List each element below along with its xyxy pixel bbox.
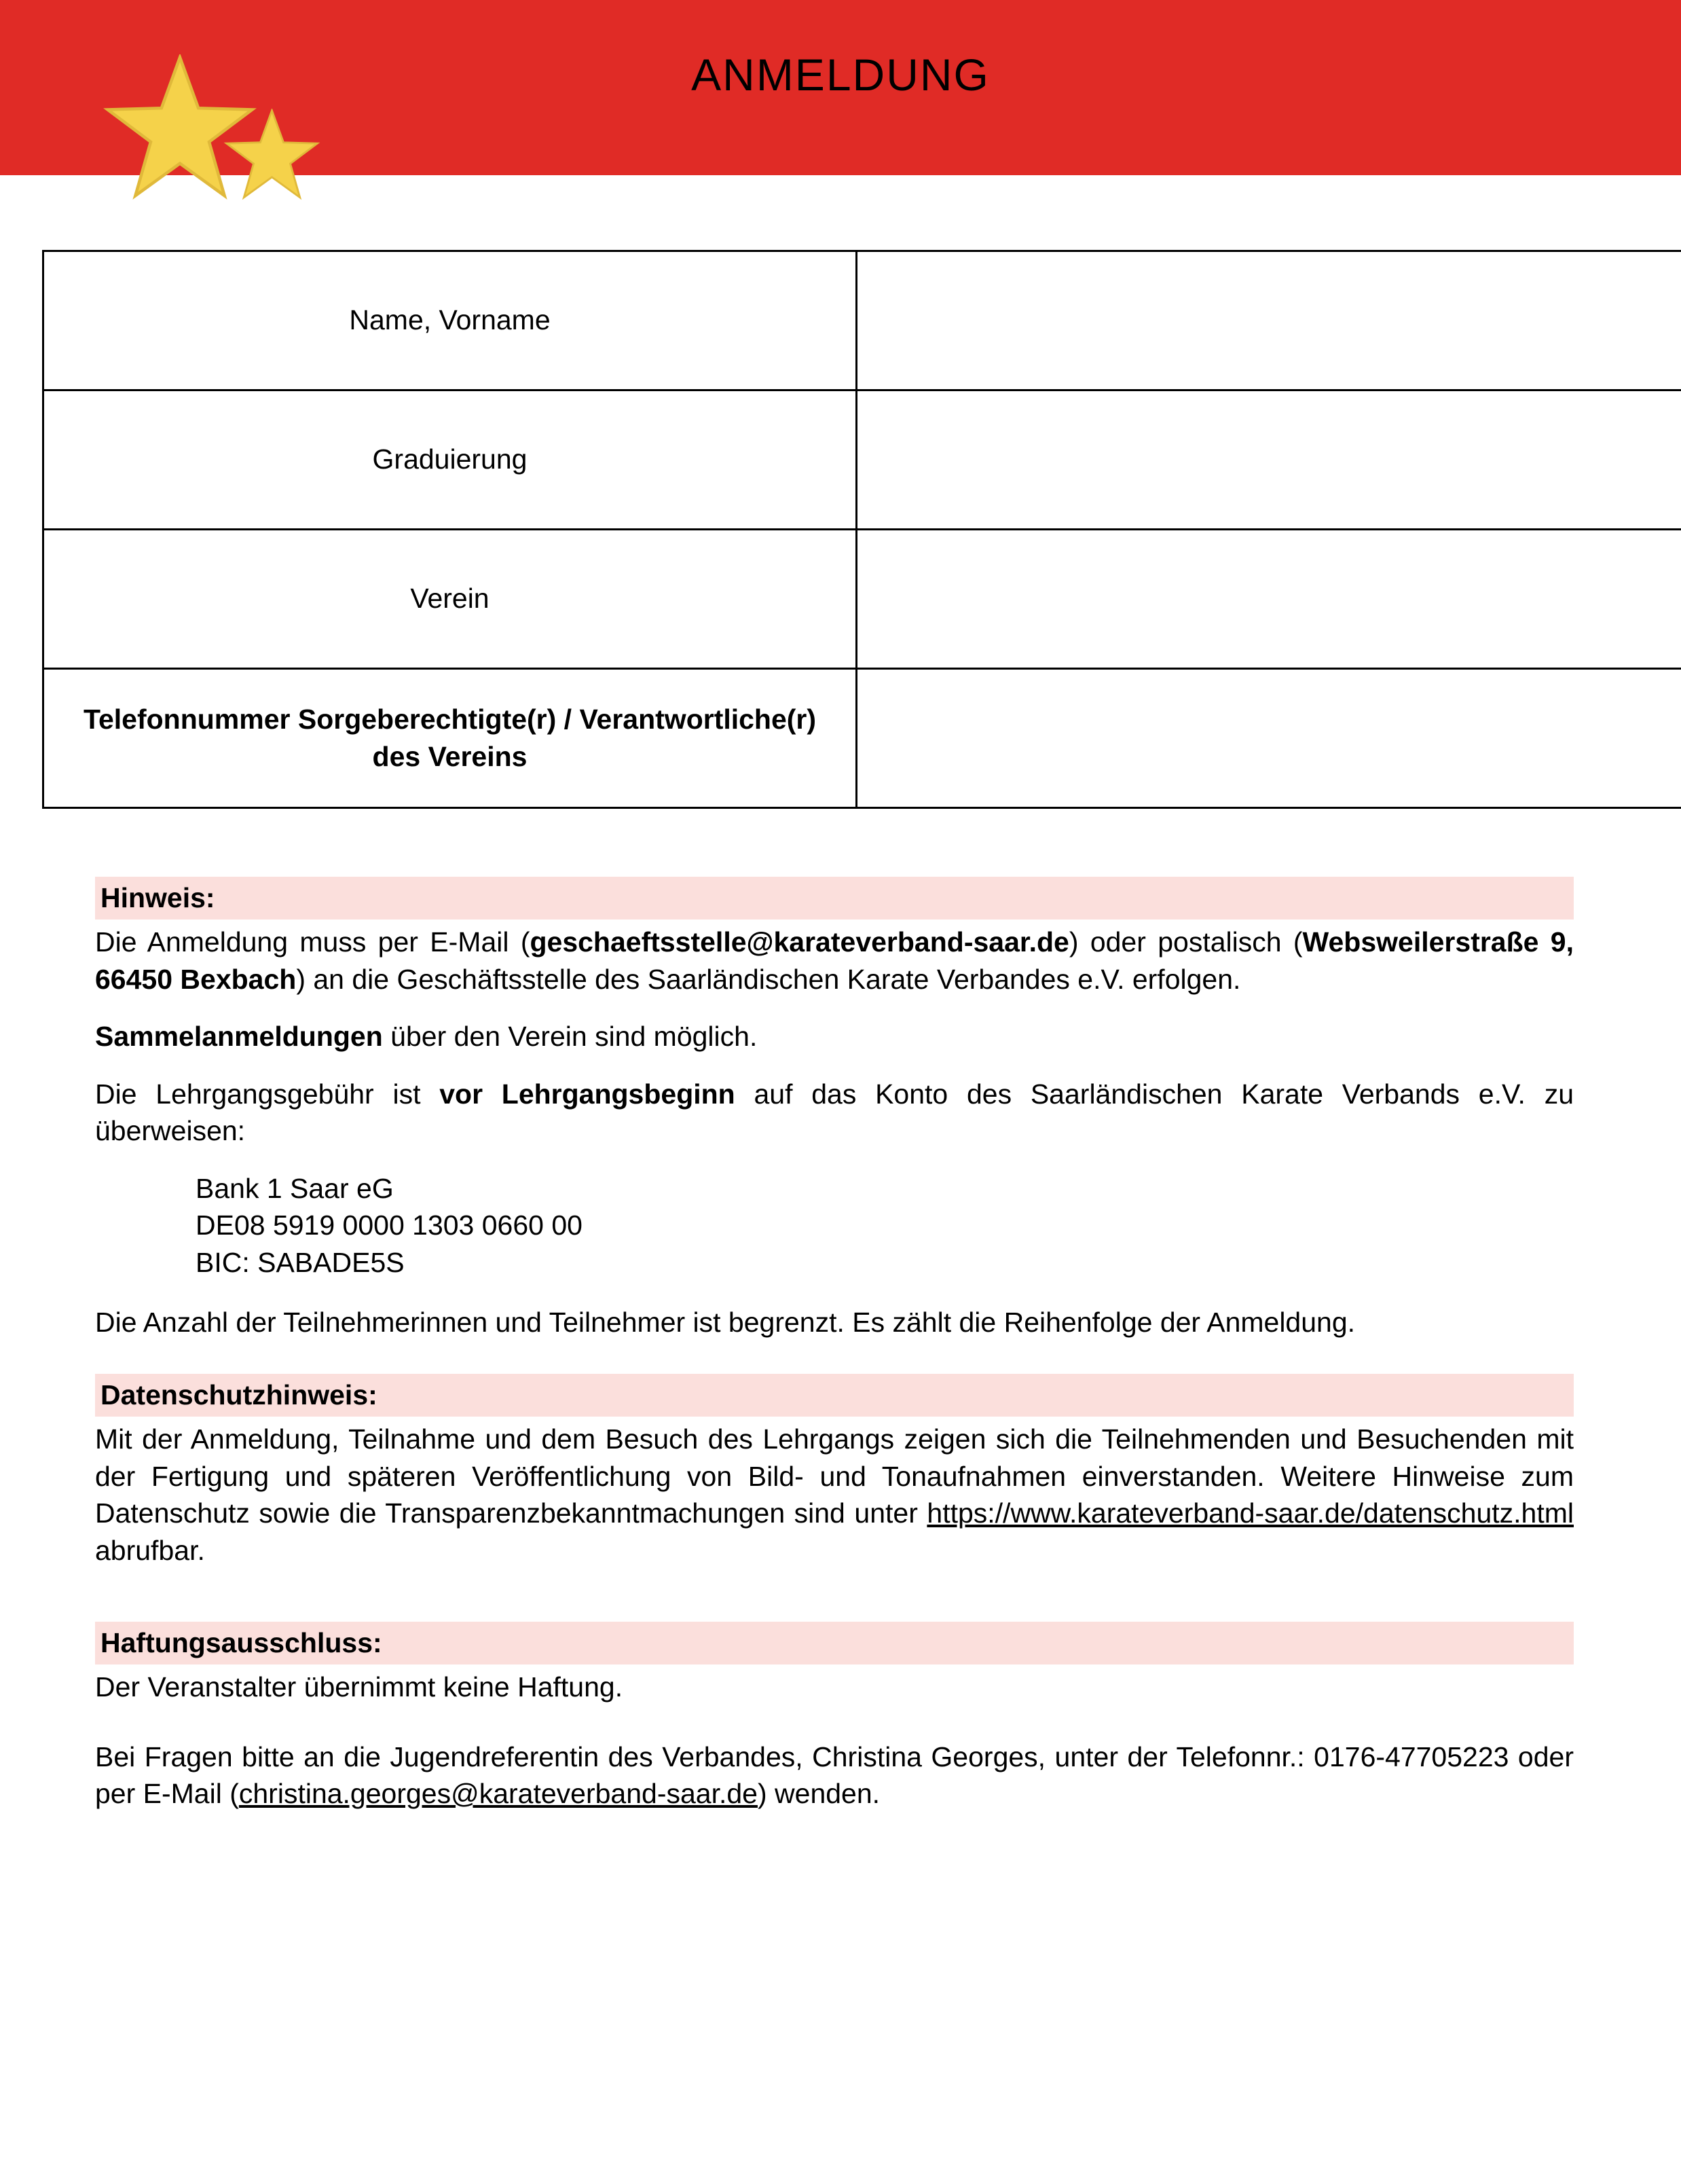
bank-bic: BIC: SABADE5S: [196, 1246, 405, 1278]
gebuehr-bold: vor Lehrgangsbeginn: [439, 1078, 735, 1110]
field-label-graduierung: Graduierung: [43, 390, 857, 530]
table-row: [43, 251, 1681, 390]
hinweis-paragraph-2: [95, 1018, 1574, 1055]
table-row: [43, 669, 1681, 808]
datenschutz-text-b: abrufbar.: [95, 1534, 205, 1566]
field-input-verein[interactable]: [857, 530, 1681, 669]
hinweis-p1-text-c: ) an die Geschäftsstelle des Saarländischen Karate Verbandes e.V. erfolgen.: [296, 963, 1241, 995]
haftung-paragraph-2: [95, 1739, 1574, 1813]
spacer: [95, 1726, 1574, 1739]
document-body: [95, 877, 1574, 1813]
hinweis-paragraph-3: [95, 1076, 1574, 1150]
spacer: [95, 1589, 1574, 1622]
field-label-telefon: Telefonnummer Sorgeberechtigte(r) / Verantwortliche(r) des Vereins: [43, 669, 857, 808]
hinweis-paragraph-1: [95, 924, 1574, 998]
section-heading-datenschutz: Datenschutzhinweis:: [95, 1374, 1574, 1417]
datenschutz-link[interactable]: https://www.karateverband-saar.de/datenschutz.html: [927, 1497, 1574, 1529]
field-input-telefon[interactable]: [857, 669, 1681, 808]
field-input-name[interactable]: [857, 251, 1681, 390]
field-input-graduierung[interactable]: [857, 390, 1681, 530]
field-label-verein: Verein: [43, 530, 857, 669]
bank-details: [196, 1170, 1574, 1281]
postal-address: Websweilerstraße 9, 66450 Bexbach: [95, 926, 1574, 995]
stars-decoration: [102, 95, 326, 231]
table-row: [43, 390, 1681, 530]
page-title: ANMELDUNG: [691, 50, 990, 100]
field-label-name: Name, Vorname: [43, 251, 857, 390]
star-icon: [223, 109, 321, 200]
kontakt-email-link[interactable]: christina.georges@karateverband-saar.de: [238, 1778, 758, 1810]
hinweis-p1-text-a: Die Anmeldung muss per E-Mail (: [95, 926, 530, 958]
sammelanmeldungen-bold: Sammelanmeldungen: [95, 1021, 383, 1053]
gebuehr-text-a: Die Lehrgangsgebühr ist: [95, 1078, 440, 1110]
contact-email: geschaeftsstelle@karateverband-saar.de: [530, 926, 1069, 958]
bank-iban: DE08 5919 0000 1303 0660 00: [196, 1209, 583, 1241]
gebuehr-text-b: auf das Konto des Saarländischen Karate Verbands e.V. zu überweisen:: [95, 1078, 1574, 1147]
hinweis-p1-text-b: ) oder postalisch (: [1069, 926, 1303, 958]
haftung-paragraph-1: Der Veranstalter übernimmt keine Haftung.: [95, 1671, 623, 1703]
sammelanmeldungen-rest: über den Verein sind möglich.: [382, 1021, 758, 1053]
table-row: [43, 530, 1681, 669]
datenschutz-paragraph: [95, 1421, 1574, 1569]
datenschutz-text-a: Mit der Anmeldung, Teilnahme und dem Besuch des Lehrgangs zeigen sich die Teilnehmenden und Besuchenden mit der Fertigung und späteren Veröffentlichung von Bild- und Tonaufnahmen einverstanden. Weitere Hinweise zum Datenschutz sowie die Transparenzbekanntmachungen sind unter: [95, 1423, 1574, 1529]
bank-name: Bank 1 Saar eG: [196, 1172, 394, 1204]
hinweis-paragraph-4: Die Anzahl der Teilnehmerinnen und Teilnehmer ist begrenzt. Es zählt die Reihenfolge der Anmeldung.: [95, 1307, 1356, 1339]
section-heading-hinweis: Hinweis:: [95, 877, 1574, 920]
section-heading-haftung: Haftungsausschluss:: [95, 1622, 1574, 1664]
registration-form-table: [42, 250, 1681, 809]
kontakt-text-b: ) wenden.: [757, 1778, 881, 1810]
spacer: [95, 1362, 1574, 1374]
kontakt-text-a: Bei Fragen bitte an die Jugendreferentin des Verbandes, Christina Georges, unter der Telefonnr.: 0176-47705223 oder per E-Mail (: [95, 1741, 1574, 1810]
